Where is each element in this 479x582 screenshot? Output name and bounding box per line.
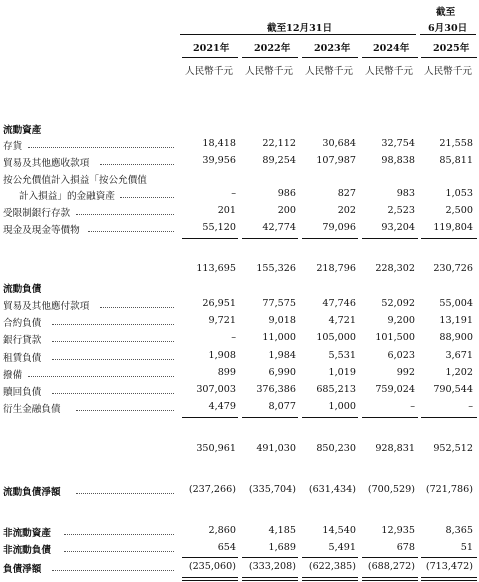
row-label: 贖回負債 xyxy=(3,387,42,398)
subtotal-rule xyxy=(362,417,418,418)
subtotal-rule xyxy=(242,417,298,418)
cell-2023: 47,746 xyxy=(322,298,356,309)
table-row-provisions xyxy=(0,367,479,379)
cell-2024: 93,204 xyxy=(381,222,415,233)
subtotal-rule xyxy=(421,417,477,418)
cell-2022: 491,030 xyxy=(256,443,296,454)
cell-2024: 12,935 xyxy=(381,525,415,536)
cell-2025: 51 xyxy=(460,542,473,553)
cell-2024: 678 xyxy=(396,542,415,553)
cell-2025: 88,900 xyxy=(439,332,473,343)
cell-2021: 113,695 xyxy=(196,263,236,274)
leader-dots xyxy=(100,164,174,165)
cell-2021: 350,961 xyxy=(196,443,236,454)
table-row-current-liabilities-total xyxy=(0,443,479,455)
cell-2024: 992 xyxy=(396,367,415,378)
subtotal-rule xyxy=(182,417,238,418)
cell-2025: – xyxy=(468,401,473,412)
table-row-cash xyxy=(0,222,479,234)
leader-dots xyxy=(52,570,174,571)
year-rule xyxy=(242,57,298,58)
cell-2024: 228,302 xyxy=(375,263,415,274)
cell-2024: 759,024 xyxy=(375,384,415,395)
row-label: 貿易及其他應收款項 xyxy=(3,158,90,169)
cell-2025: 13,191 xyxy=(439,315,473,326)
current-assets-section-title: 流動資產 xyxy=(3,125,42,136)
current-liabilities-section-title: 流動負債 xyxy=(3,284,42,295)
unit-header: 人民幣千元 xyxy=(305,66,353,77)
cell-2024: (700,529) xyxy=(367,484,415,495)
cell-2024: 6,023 xyxy=(387,350,415,361)
table-row-net-liabilities xyxy=(0,561,479,573)
cell-2021: 899 xyxy=(217,367,236,378)
cell-2022: 9,018 xyxy=(268,315,296,326)
leader-dots xyxy=(76,214,174,215)
subtotal-rule xyxy=(242,557,298,558)
cell-2021: 26,951 xyxy=(202,298,236,309)
cell-2023: 5,491 xyxy=(328,542,356,553)
table-row-redemption-liabilities xyxy=(0,384,479,396)
table-row-non-current-assets xyxy=(0,525,479,537)
cell-2025: 119,804 xyxy=(433,222,473,233)
cell-2023: 827 xyxy=(337,188,356,199)
cell-2022: (333,208) xyxy=(248,561,296,572)
cell-2024: 928,831 xyxy=(375,443,415,454)
cell-2021: 307,003 xyxy=(196,384,236,395)
year-header: 2022年 xyxy=(254,43,291,54)
cell-2024: – xyxy=(410,401,415,412)
subtotal-rule xyxy=(242,238,298,239)
cell-2023: 79,096 xyxy=(322,222,356,233)
unit-header: 人民幣千元 xyxy=(424,66,472,77)
subtotal-rule xyxy=(362,238,418,239)
subtotal-rule xyxy=(182,557,238,558)
year-rule xyxy=(421,57,477,58)
cell-2021: 18,418 xyxy=(202,138,236,149)
leader-dots xyxy=(76,410,174,411)
cell-2022: 1,689 xyxy=(268,542,296,553)
row-label: 負債淨額 xyxy=(3,564,42,575)
cell-2022: 89,254 xyxy=(262,155,296,166)
total-double-rule xyxy=(242,577,298,581)
cell-2023: 4,721 xyxy=(328,315,356,326)
row-label: 計入損益」的金融資產 xyxy=(19,191,115,202)
period-cutoff-header-line1: 截至 xyxy=(436,7,456,18)
cell-2025: 21,558 xyxy=(439,138,473,149)
cell-2024: 98,838 xyxy=(381,155,415,166)
subtotal-rule xyxy=(421,238,477,239)
table-row-fvtpl-line1 xyxy=(0,172,479,184)
cell-2021: 201 xyxy=(217,205,236,216)
leader-dots xyxy=(52,324,174,325)
cell-2023: 1,019 xyxy=(328,367,356,378)
cell-2021: – xyxy=(231,188,236,199)
year-rule xyxy=(362,57,418,58)
subtotal-rule xyxy=(362,557,418,558)
cell-2025: 8,365 xyxy=(445,525,473,536)
cell-2023: 850,230 xyxy=(316,443,356,454)
cell-2022: 376,386 xyxy=(256,384,296,395)
cell-2025: 1,053 xyxy=(445,188,473,199)
cell-2022: 6,990 xyxy=(268,367,296,378)
total-double-rule xyxy=(421,577,477,581)
cell-2025: 790,544 xyxy=(433,384,473,395)
cell-2023: 218,796 xyxy=(316,263,356,274)
cell-2021: (235,060) xyxy=(188,561,236,572)
leader-dots xyxy=(52,359,174,360)
table-row-restricted-deposits xyxy=(0,205,479,217)
cell-2021: 1,908 xyxy=(208,350,236,361)
table-row-non-current-liabilities xyxy=(0,542,479,554)
cell-2023: 202 xyxy=(337,205,356,216)
cell-2024: 2,523 xyxy=(387,205,415,216)
cell-2022: 77,575 xyxy=(262,298,296,309)
subtotal-rule xyxy=(302,557,358,558)
leader-dots xyxy=(52,341,174,342)
cell-2025: 85,811 xyxy=(439,155,473,166)
cell-2024: 9,200 xyxy=(387,315,415,326)
leader-dots xyxy=(64,551,174,552)
cell-2023: 1,000 xyxy=(328,401,356,412)
row-label: 非流動負債 xyxy=(3,545,51,556)
cell-2022: 8,077 xyxy=(268,401,296,412)
cell-2021: 9,721 xyxy=(208,315,236,326)
cell-2021: 39,956 xyxy=(202,155,236,166)
cell-2022: 155,326 xyxy=(256,263,296,274)
cell-2022: 42,774 xyxy=(262,222,296,233)
cell-2025: 952,512 xyxy=(433,443,473,454)
year-header: 2024年 xyxy=(373,43,410,54)
cell-2024: 52,092 xyxy=(381,298,415,309)
unit-header: 人民幣千元 xyxy=(365,66,413,77)
period-cutoff-header-line2: 6月30日 xyxy=(428,23,468,34)
cell-2021: 2,860 xyxy=(208,525,236,536)
cell-2023: 14,540 xyxy=(322,525,356,536)
leader-dots xyxy=(52,393,174,394)
cell-2023: (622,385) xyxy=(308,561,356,572)
period-group-rule xyxy=(180,34,416,35)
leader-dots xyxy=(28,376,174,377)
row-label: 銀行貸款 xyxy=(3,335,42,346)
period-group-header: 截至12月31日 xyxy=(267,23,333,34)
total-double-rule xyxy=(302,577,358,581)
table-row-derivatives xyxy=(0,401,479,413)
subtotal-rule xyxy=(302,238,358,239)
row-label: 受限制銀行存款 xyxy=(3,208,71,219)
row-label: 現金及現金等價物 xyxy=(3,225,80,236)
leader-dots xyxy=(88,231,174,232)
row-label: 流動負債淨額 xyxy=(3,487,61,498)
cell-2022: 22,112 xyxy=(262,138,296,149)
total-double-rule xyxy=(362,577,418,581)
table-row-trade-receivables xyxy=(0,155,479,167)
cell-2025: (713,472) xyxy=(425,561,473,572)
leader-dots xyxy=(28,147,174,148)
table-row-contract-liabilities xyxy=(0,315,479,327)
cell-2025: 230,726 xyxy=(433,263,473,274)
row-label: 貿易及其他應付款項 xyxy=(3,301,90,312)
table-row-current-assets-total xyxy=(0,263,479,275)
row-label: 非流動資產 xyxy=(3,528,51,539)
cell-2023: 30,684 xyxy=(322,138,356,149)
unit-header: 人民幣千元 xyxy=(245,66,293,77)
cell-2025: (721,786) xyxy=(425,484,473,495)
cell-2025: 2,500 xyxy=(445,205,473,216)
table-row-inventory xyxy=(0,138,479,150)
row-label: 衍生金融負債 xyxy=(3,404,61,415)
cell-2023: 685,213 xyxy=(316,384,356,395)
cell-2023: 5,531 xyxy=(328,350,356,361)
total-double-rule xyxy=(182,577,238,581)
subtotal-rule xyxy=(421,557,477,558)
cell-2021: – xyxy=(231,332,236,343)
cell-2024: 101,500 xyxy=(375,332,415,343)
cell-2021: 654 xyxy=(217,542,236,553)
year-rule xyxy=(302,57,358,58)
table-row-net-current-liabilities xyxy=(0,484,479,496)
cell-2021: 4,479 xyxy=(208,401,236,412)
row-label: 撥備 xyxy=(3,370,23,381)
year-header: 2023年 xyxy=(314,43,351,54)
subtotal-rule xyxy=(302,417,358,418)
period-cutoff-rule xyxy=(420,34,476,35)
cell-2025: 1,202 xyxy=(445,367,473,378)
leader-dots xyxy=(100,307,174,308)
leader-dots xyxy=(76,493,174,494)
table-row-bank-loans xyxy=(0,332,479,344)
year-rule xyxy=(182,57,238,58)
subtotal-rule xyxy=(182,238,238,239)
cell-2021: (237,266) xyxy=(188,484,236,495)
table-row-trade-payables xyxy=(0,298,479,310)
year-header: 2025年 xyxy=(433,43,470,54)
cell-2021: 55,120 xyxy=(202,222,236,233)
cell-2022: (335,704) xyxy=(248,484,296,495)
cell-2025: 55,004 xyxy=(439,298,473,309)
year-header: 2021年 xyxy=(193,43,230,54)
row-label: 租賃負債 xyxy=(3,353,42,364)
leader-dots xyxy=(120,197,174,198)
table-row-fvtpl xyxy=(0,188,479,200)
row-label: 合約負債 xyxy=(3,318,42,329)
row-label: 存貨 xyxy=(3,141,23,152)
cell-2022: 4,185 xyxy=(268,525,296,536)
cell-2022: 986 xyxy=(277,188,296,199)
cell-2022: 200 xyxy=(277,205,296,216)
cell-2022: 11,000 xyxy=(262,332,296,343)
cell-2024: 983 xyxy=(396,188,415,199)
unit-header: 人民幣千元 xyxy=(185,66,233,77)
row-label: 按公允價值計入損益「按公允價值 xyxy=(3,175,147,186)
cell-2023: 107,987 xyxy=(316,155,356,166)
cell-2023: 105,000 xyxy=(316,332,356,343)
cell-2022: 1,984 xyxy=(268,350,296,361)
leader-dots xyxy=(64,534,174,535)
cell-2025: 3,671 xyxy=(445,350,473,361)
cell-2024: (688,272) xyxy=(367,561,415,572)
cell-2024: 32,754 xyxy=(381,138,415,149)
table-row-lease-liabilities xyxy=(0,350,479,362)
cell-2023: (631,434) xyxy=(308,484,356,495)
